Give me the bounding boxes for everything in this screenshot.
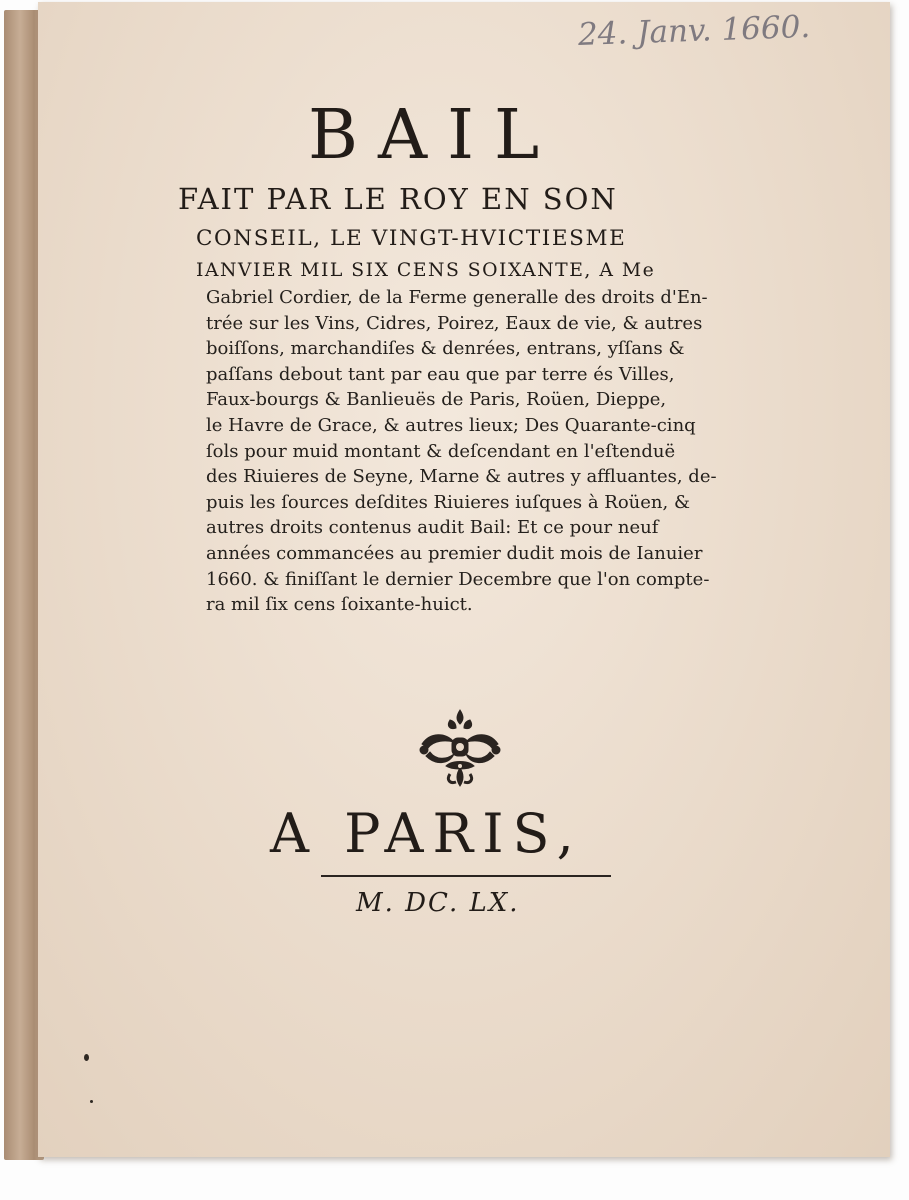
body-line: paſſans debout tant par eau que par terre és Villes, [206,363,675,385]
main-title: BAIL [308,96,560,175]
body-line: 1660. & finiſſant le dernier Decembre que l'on compte- [206,568,710,590]
imprint-year: M. DC. LX. [356,888,520,918]
body-line: puis les ſources deſdites Riuieres iuſques à Roüen, & [206,491,690,513]
body-line: ſols pour muid montant & deſcendant en l'eſtenduë [206,440,676,462]
title-page [38,2,890,1157]
fleuron-ornament-icon [416,708,504,788]
paper-blemish [90,1100,93,1103]
imprint-divider [321,875,611,877]
body-line: Gabriel Cordier, de la Ferme generalle des droits d'En- [206,287,708,308]
paper-blemish [84,1054,89,1061]
body-line: trée sur les Vins, Cidres, Poirez, Eaux de vie, & autres [206,312,703,334]
body-line: autres droits contenus audit Bail: Et ce pour neuf [206,517,659,539]
imprint-place: A PARIS, [270,802,583,865]
title-body-text [206,285,766,618]
body-line: années commancées au premier dudit mois de Ianuier [206,542,703,564]
title-line-3: IANVIER MIL SIX CENS SOIXANTE, A Me [196,260,656,281]
body-line: des Riuieres de Seyne, Marne & autres y affluantes, de- [206,466,717,488]
body-line: ra mil ſix cens ſoixante-huict. [206,594,473,616]
body-line: le Havre de Grace, & autres lieux; Des Quarante-cinq [206,414,696,436]
title-line-2: CONSEIL, LE VINGT-HVICTIESME [196,226,627,251]
body-line: boiſſons, marchandiſes & denrées, entrans, yſſans & [206,338,685,360]
title-line-1: FAIT PAR LE ROY EN SON [178,182,618,216]
handwritten-date-note: 24. Janv. 1660. [577,8,811,53]
body-line: Faux-bourgs & Banlieuës de Paris, Roüen, Dieppe, [206,389,667,411]
